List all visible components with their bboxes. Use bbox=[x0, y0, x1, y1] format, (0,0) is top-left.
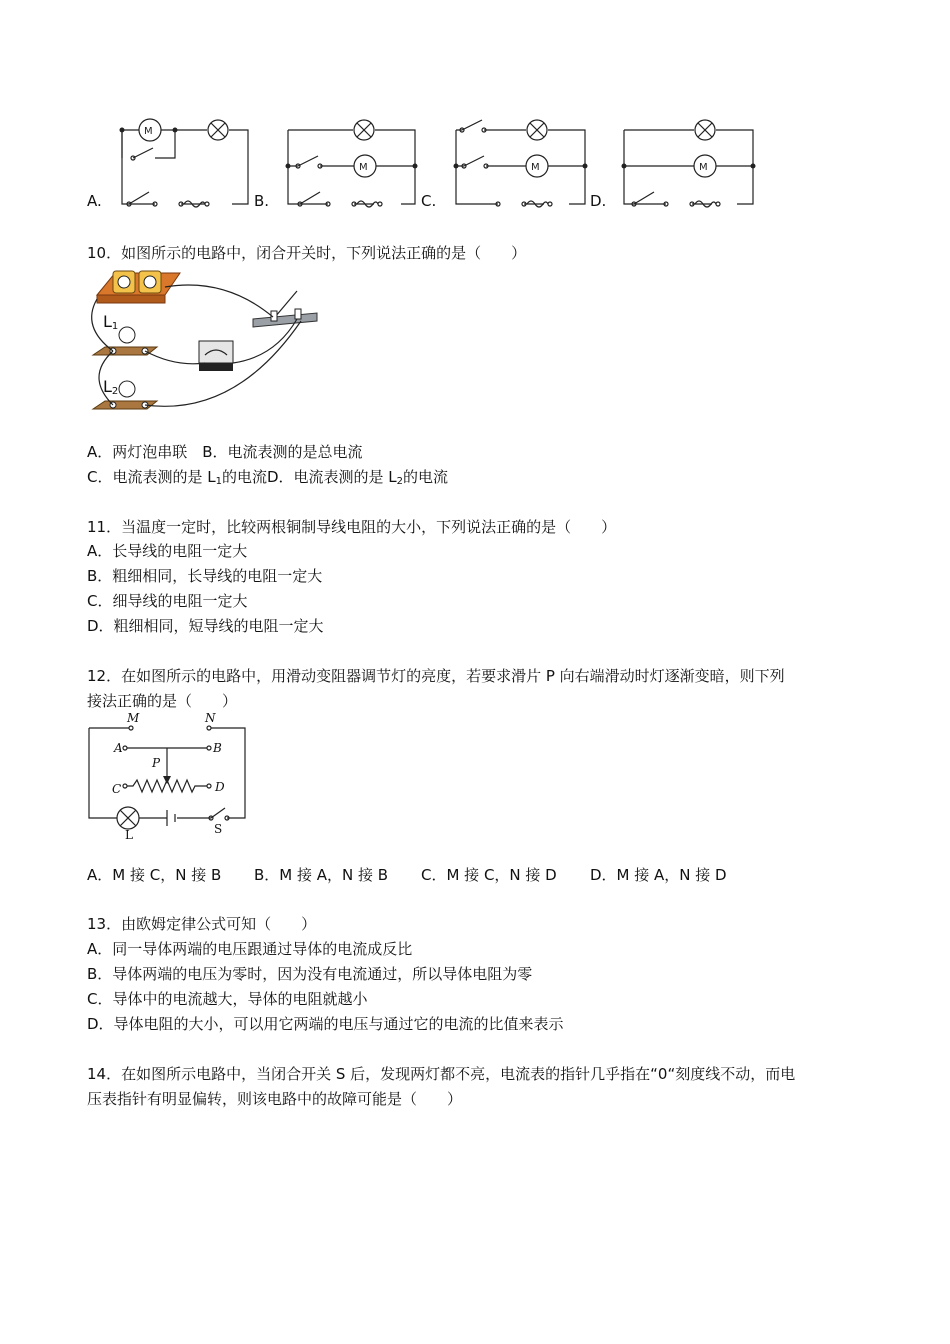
q12-label-m: M bbox=[127, 711, 140, 725]
q9-circuit-b bbox=[284, 118, 424, 208]
q9-circuit-d bbox=[620, 118, 760, 208]
svg-text:M: M bbox=[531, 162, 540, 173]
q13-option-c: C．导体中的电流越大，导体的电阻就越小 bbox=[87, 990, 368, 1008]
q12-stem-line2: 接法正确的是（ ） bbox=[87, 692, 238, 710]
q11-stem: 11．当温度一定时，比较两根铜制导线电阻的大小，下列说法正确的是（ ） bbox=[87, 518, 617, 536]
q9-option-d-letter: D. bbox=[590, 192, 607, 210]
svg-text:M: M bbox=[699, 162, 708, 173]
q12-label-n: N bbox=[205, 711, 216, 725]
q12-label-l: L bbox=[125, 828, 133, 842]
q11-option-c: C．细导线的电阻一定大 bbox=[87, 592, 248, 610]
svg-text:M: M bbox=[359, 162, 368, 173]
q9-option-a-letter: A. bbox=[87, 192, 102, 210]
q9-option-b-letter: B. bbox=[254, 192, 270, 210]
q11-option-b: B．粗细相同，长导线的电阻一定大 bbox=[87, 567, 323, 585]
q12-option-a: A．M 接 C，N 接 B bbox=[87, 866, 222, 884]
q13-stem: 13．由欧姆定律公式可知（ ） bbox=[87, 915, 317, 933]
q12-label-s: S bbox=[214, 822, 223, 836]
q10-label-l2: $L_2$ bbox=[103, 377, 119, 397]
q10-stem: 10．如图所示的电路中，闭合开关时，下列说法正确的是（ ） bbox=[87, 244, 527, 262]
q9-circuit-a bbox=[115, 118, 255, 208]
q12-label-d: D bbox=[215, 780, 225, 794]
q12-label-b: B bbox=[213, 741, 222, 755]
q10-option-ab: A．两灯泡串联 B．电流表测的是总电流 bbox=[87, 443, 363, 461]
q12-option-b: B．M 接 A，N 接 B bbox=[254, 866, 389, 884]
q12-stem-line1: 12．在如图所示的电路中，用滑动变阻器调节灯的亮度，若要求滑片 P 向右端滑动时灯逐渐变暗，则下列 bbox=[87, 667, 785, 685]
q12-option-c: C．M 接 C，N 接 D bbox=[421, 866, 557, 884]
q14-stem-line1: 14．在如图所示电路中，当闭合开关 S 后，发现两灯都不亮，电流表的指针几乎指在“0“刻度线不动，而电 bbox=[87, 1065, 796, 1083]
q11-option-a: A．长导线的电阻一定大 bbox=[87, 542, 248, 560]
q10-figure bbox=[85, 267, 325, 417]
q10-option-cd: C．电流表测的是 $L_1$的电流D．电流表测的是 $L_2$的电流 bbox=[87, 468, 449, 487]
q12-label-c: C bbox=[112, 782, 122, 796]
q12-option-d: D．M 接 A，N 接 D bbox=[590, 866, 727, 884]
q9-circuit-c bbox=[452, 118, 592, 208]
svg-text:M: M bbox=[144, 126, 153, 137]
q12-label-a: A bbox=[114, 741, 123, 755]
q12-label-p: P bbox=[152, 756, 161, 770]
q12-figure bbox=[85, 714, 255, 844]
q10-label-l1: $L_1$ bbox=[103, 312, 119, 332]
q11-option-d: D．粗细相同，短导线的电阻一定大 bbox=[87, 617, 324, 635]
q14-stem-line2: 压表指针有明显偏转，则该电路中的故障可能是（ ） bbox=[87, 1090, 463, 1108]
q9-option-c-letter: C. bbox=[421, 192, 437, 210]
q13-option-d: D．导体电阻的大小，可以用它两端的电压与通过它的电流的比值来表示 bbox=[87, 1015, 564, 1033]
q13-option-b: B．导体两端的电压为零时，因为没有电流通过，所以导体电阻为零 bbox=[87, 965, 533, 983]
q13-option-a: A．同一导体两端的电压跟通过导体的电流成反比 bbox=[87, 940, 413, 958]
